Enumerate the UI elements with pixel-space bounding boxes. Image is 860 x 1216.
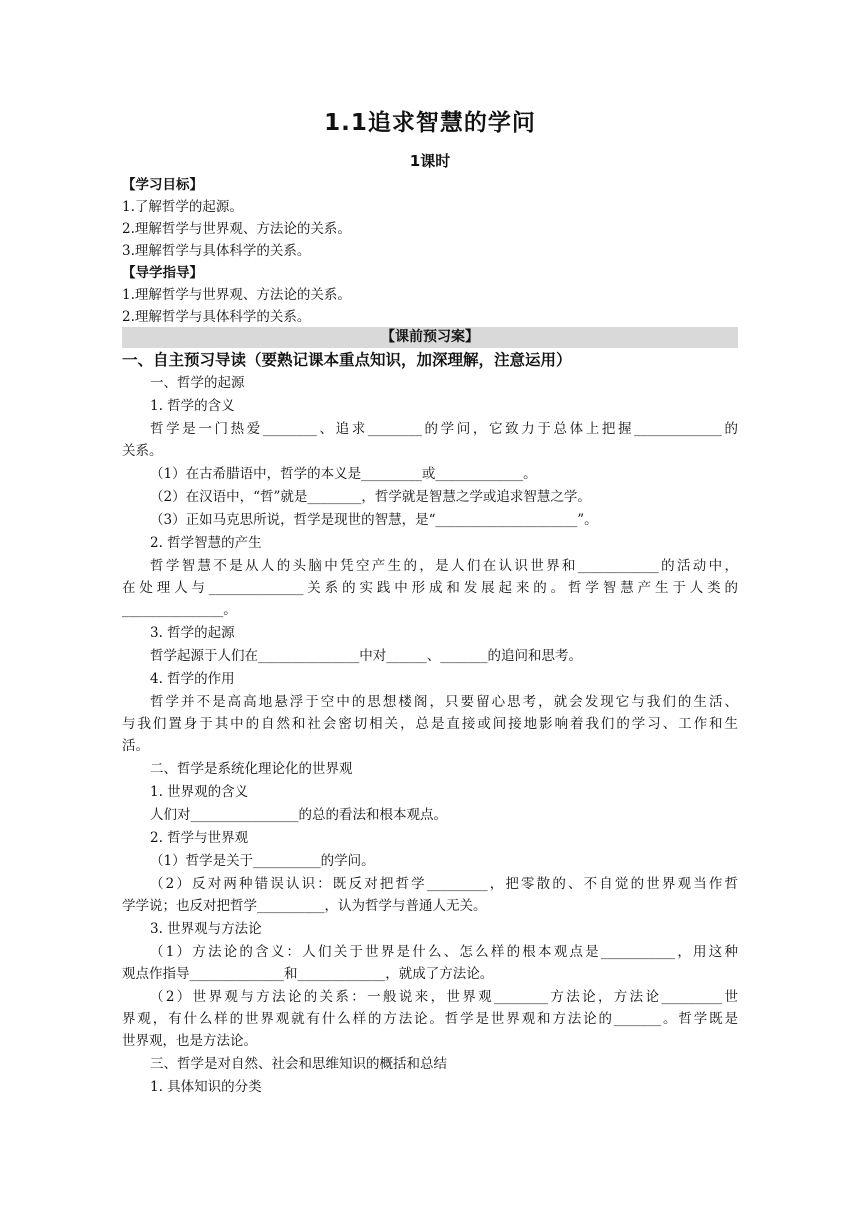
text-line: 界观，有什么样的世界观就有什么样的方法论。哲学是世界观和方法论的_______。哲学既是 bbox=[122, 1011, 738, 1027]
page-subtitle: 1课时 bbox=[409, 152, 451, 170]
goal-item: 2.理解哲学与世界观、方法论的关系。 bbox=[122, 221, 351, 237]
sub-heading: 4. 哲学的作用 bbox=[150, 671, 235, 687]
text-line: 哲学并不是高高地悬浮于空中的思想楼阁，只要留心思考，就会发现它与我们的生活、 bbox=[150, 694, 738, 710]
text-line: （2）世界观与方法论的关系：一般说来，世界观________方法论，方法论_________世 bbox=[150, 989, 738, 1005]
text-line: _______________。 bbox=[122, 602, 237, 618]
text-line: 关系。 bbox=[122, 443, 163, 459]
sub-heading: 1. 世界观的含义 bbox=[150, 784, 249, 800]
goal-item: 1.了解哲学的起源。 bbox=[122, 199, 243, 215]
text-line: 活。 bbox=[122, 738, 149, 754]
sub-heading: 2. 哲学与世界观 bbox=[150, 830, 249, 846]
text-line: （1）在古希腊语中，哲学的本义是_________或_____________。 bbox=[150, 466, 537, 482]
text-line: （2）在汉语中，“哲”就是________，哲学就是智慧之学或追求智慧之学。 bbox=[150, 489, 591, 505]
guide-heading: 【导学指导】 bbox=[122, 265, 203, 281]
section-heading: 三、哲学是对自然、社会和思维知识的概括和总结 bbox=[150, 1056, 447, 1072]
guide-item: 2.理解哲学与具体科学的关系。 bbox=[122, 309, 311, 325]
text-line: （3）正如马克思所说，哲学是现世的智慧，是“_____________________”。 bbox=[150, 512, 598, 528]
text-line: （1）哲学是关于__________的学问。 bbox=[150, 853, 375, 869]
text-line: （1）方法论的含义：人们关于世界是什么、怎么样的根本观点是___________，用这种 bbox=[150, 944, 738, 960]
text-line: 哲学智慧不是从人的头脑中凭空产生的，是人们在认识世界和____________的活动中， bbox=[150, 558, 738, 574]
text-line: 观点作指导______________和_____________，就成了方法论。 bbox=[122, 966, 494, 982]
section-heading: 一、哲学的起源 bbox=[150, 375, 245, 391]
sub-heading: 1. 具体知识的分类 bbox=[150, 1079, 262, 1095]
page-title: 1.1追求智慧的学问 bbox=[324, 110, 536, 136]
sub-heading: 3. 哲学的起源 bbox=[150, 625, 235, 641]
part1-heading: 一、自主预习导读（要熟记课本重点知识，加深理解，注意运用） bbox=[122, 351, 572, 369]
text-line: 学学说；也反对把哲学__________，认为哲学与普通人无关。 bbox=[122, 898, 487, 914]
section-bar: 【课前预习案】 bbox=[122, 327, 738, 348]
text-line: 哲学起源于人们在_______________中对______、_______的追问和思考。 bbox=[150, 648, 582, 664]
goal-item: 3.理解哲学与具体科学的关系。 bbox=[122, 243, 311, 259]
sub-heading: 1. 哲学的含义 bbox=[150, 398, 235, 414]
text-line: （2）反对两种错误认识：既反对把哲学_________，把零散的、不自觉的世界观当作哲 bbox=[150, 876, 738, 892]
sub-heading: 3. 世界观与方法论 bbox=[150, 921, 262, 937]
goals-heading: 【学习目标】 bbox=[122, 177, 203, 193]
text-line: 哲学是一门热爱________、追求________的学问，它致力于总体上把握_____________的 bbox=[150, 421, 738, 437]
text-line: 人们对________________的总的看法和根本观点。 bbox=[150, 807, 447, 823]
guide-item: 1.理解哲学与世界观、方法论的关系。 bbox=[122, 287, 351, 303]
text-line: 与我们置身于其中的自然和社会密切相关，总是直接或间接地影响着我们的学习、工作和生 bbox=[122, 716, 738, 732]
text-line: 在处理人与______________关系的实践中形成和发展起来的。哲学智慧产生于人类的 bbox=[122, 580, 738, 596]
text-line: 世界观，也是方法论。 bbox=[122, 1033, 257, 1049]
sub-heading: 2. 哲学智慧的产生 bbox=[150, 535, 262, 551]
section-heading: 二、哲学是系统化理论化的世界观 bbox=[150, 761, 353, 777]
